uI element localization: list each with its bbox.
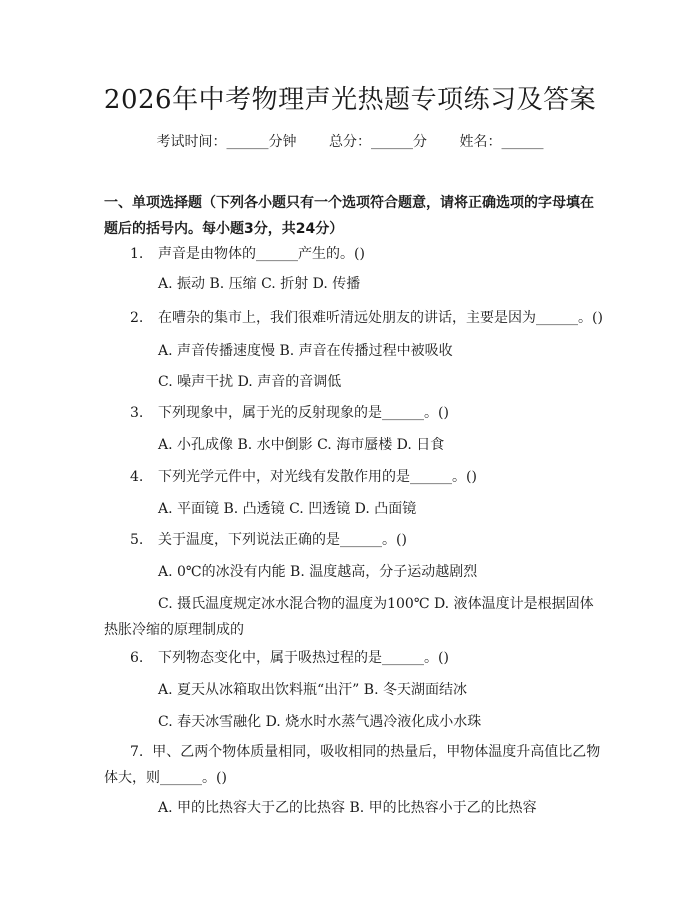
question-options: A. 0℃的冰没有内能 B. 温度越高，分子运动越剧烈 (158, 564, 478, 580)
student-name-field: 姓名：______ (459, 134, 544, 150)
question-text: 在嘈杂的集市上，我们很难听清远处朋友的讲话，主要是因为______。() (158, 310, 603, 326)
question-number: 5. (130, 532, 144, 548)
question-text: 甲、乙两个物体质量相同，吸收相同的热量后，甲物体温度升高值比乙物体大，则______。() (104, 744, 601, 786)
question-options: A. 夏天从冰箱取出饮料瓶“出汗” B. 冬天湖面结冰 (158, 682, 467, 698)
question-options: A. 平面镜 B. 凸透镜 C. 凹透镜 D. 凸面镜 (158, 501, 417, 517)
question-number: 6. (130, 650, 144, 666)
question-stem (130, 530, 407, 550)
question-stem (130, 403, 449, 423)
question-options: C. 春天冰雪融化 D. 烧水时水蒸气遇冷液化成小水珠 (158, 714, 482, 730)
question-options: C. 摄氏温度规定冰水混合物的温度为100℃ D. 液体温度计是根据固体热胀冷缩的原理制成的 (104, 596, 594, 638)
exam-info-row (0, 132, 700, 152)
exam-time-field: 考试时间：______分钟 (156, 134, 297, 150)
question-text: 关于温度，下列说法正确的是______。() (158, 532, 407, 548)
question-number: 7. (130, 744, 144, 760)
question-options: A. 声音传播速度慢 B. 声音在传播过程中被吸收 (158, 343, 453, 359)
question-number: 3. (130, 405, 144, 421)
question-stem (104, 739, 604, 791)
question-stem (130, 467, 477, 487)
question-options: A. 小孔成像 B. 水中倒影 C. 海市蜃楼 D. 日食 (158, 437, 445, 453)
question-number: 1. (130, 246, 144, 262)
question-text: 声音是由物体的______产生的。() (158, 246, 365, 262)
question-text: 下列现象中，属于光的反射现象的是______。() (158, 405, 449, 421)
question-number: 4. (130, 469, 144, 485)
question-stem (130, 308, 603, 328)
question-stem (130, 648, 449, 668)
section-heading: 一、单项选择题（下列各小题只有一个选项符合题意，请将正确选项的字母填在题后的括号内。每小题3分，共24分） (104, 195, 594, 237)
total-score-field: 总分：______分 (329, 134, 427, 150)
question-options: A. 甲的比热容大于乙的比热容 B. 甲的比热容小于乙的比热容 (158, 800, 537, 816)
question-text: 下列物态变化中，属于吸热过程的是______。() (158, 650, 449, 666)
question-number: 2. (130, 310, 144, 326)
question-stem (130, 244, 365, 264)
question-options: A. 振动 B. 压缩 C. 折射 D. 传播 (158, 276, 361, 292)
question-options: C. 噪声干扰 D. 声音的音调低 (158, 374, 342, 390)
page-title: 2026年中考物理声光热题专项练习及答案 (103, 85, 597, 115)
question-text: 下列光学元件中，对光线有发散作用的是______。() (158, 469, 477, 485)
